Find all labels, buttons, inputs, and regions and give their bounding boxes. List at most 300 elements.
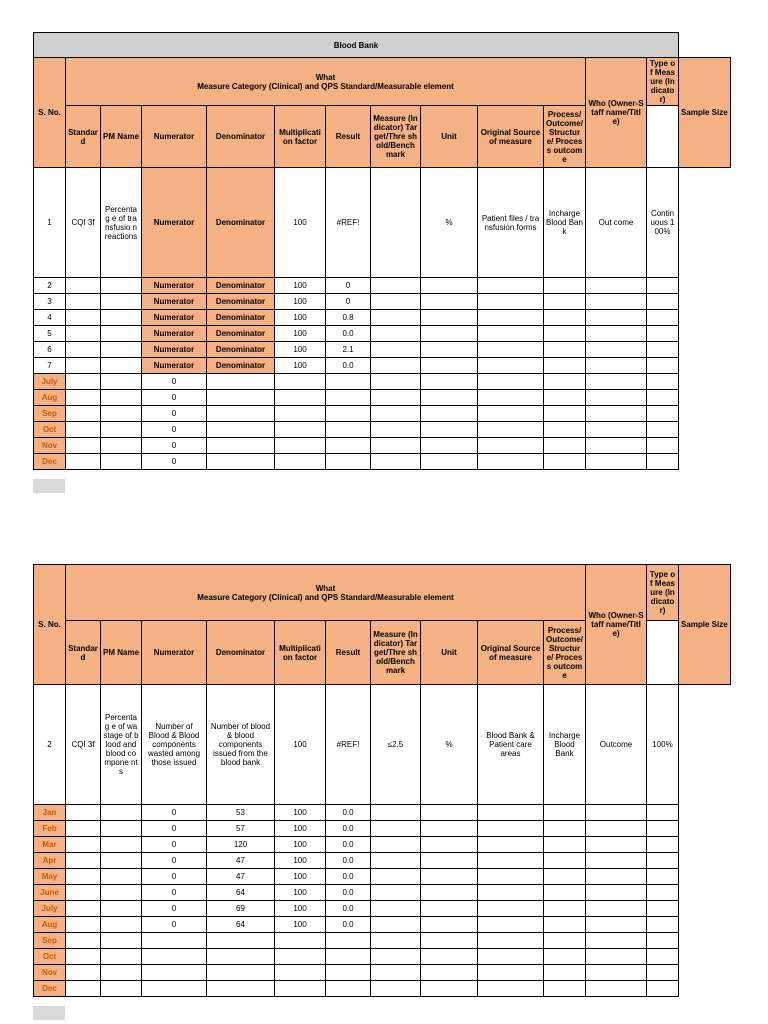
cell-empty xyxy=(544,310,586,326)
cell-empty xyxy=(371,885,421,901)
cell-empty xyxy=(647,837,679,853)
cell-multiplication: 100 xyxy=(275,853,326,869)
cell-multiplication xyxy=(275,949,326,965)
cell-empty xyxy=(371,454,421,470)
cell-month: May xyxy=(34,869,66,885)
cell-pm-name xyxy=(101,885,142,901)
cell-pm-name xyxy=(101,949,142,965)
cell-standard xyxy=(66,374,101,390)
cell-multiplication: 100 xyxy=(275,917,326,933)
cell-empty xyxy=(371,917,421,933)
cell-numerator: 0 xyxy=(142,917,207,933)
cell-empty xyxy=(586,837,647,853)
header-type: Type of Measure (Indicator) xyxy=(647,565,679,621)
cell-empty xyxy=(647,358,679,374)
header-type-detail: Process/ Outcome/ Structure/ Process outcome xyxy=(544,106,586,168)
cell-empty xyxy=(586,933,647,949)
cell-empty xyxy=(544,901,586,917)
cell-empty xyxy=(275,374,326,390)
cell-standard xyxy=(66,949,101,965)
table-row xyxy=(34,342,731,358)
cell-standard xyxy=(66,837,101,853)
cell-denominator xyxy=(207,933,275,949)
cell-denominator xyxy=(207,965,275,981)
cell-pm-name xyxy=(101,965,142,981)
cell-empty xyxy=(371,837,421,853)
cell-standard xyxy=(66,933,101,949)
table-row xyxy=(34,821,731,837)
cell-empty xyxy=(647,805,679,821)
cell-empty xyxy=(207,438,275,454)
cell-empty xyxy=(326,454,371,470)
cell-empty xyxy=(544,342,586,358)
cell-standard xyxy=(66,869,101,885)
cell-empty xyxy=(544,326,586,342)
cell-empty xyxy=(478,837,544,853)
cell-empty xyxy=(544,406,586,422)
table-row xyxy=(34,310,731,326)
header-sample: Sample Size xyxy=(679,58,731,168)
cell-empty xyxy=(478,933,544,949)
cell-empty xyxy=(647,949,679,965)
cell-sno: 2 xyxy=(34,685,66,805)
cell-result: 0.0 xyxy=(326,821,371,837)
cell-empty xyxy=(275,406,326,422)
cell-empty xyxy=(421,869,478,885)
cell-denominator: 47 xyxy=(207,853,275,869)
table-row xyxy=(34,805,731,821)
header-multiplication: Multiplicati on factor xyxy=(275,621,326,685)
cell-month: Dec xyxy=(34,981,66,997)
cell-numerator: Numerator xyxy=(142,278,207,294)
cell-unit: % xyxy=(421,168,478,278)
cell-empty xyxy=(647,981,679,997)
cell-target xyxy=(371,168,421,278)
cell-denominator: 57 xyxy=(207,821,275,837)
cell-empty xyxy=(544,885,586,901)
cell-empty xyxy=(371,933,421,949)
cell-empty xyxy=(478,278,544,294)
cell-empty xyxy=(478,342,544,358)
cell-multiplication: 100 xyxy=(275,358,326,374)
cell-standard xyxy=(66,917,101,933)
cell-pm-name xyxy=(101,917,142,933)
cell-pm-name xyxy=(101,342,142,358)
cell-month: Nov xyxy=(34,438,66,454)
header-denominator: Denominator xyxy=(207,106,275,168)
table-row xyxy=(34,406,731,422)
cell-empty xyxy=(326,438,371,454)
cell-standard xyxy=(66,438,101,454)
cell-pm-name xyxy=(101,406,142,422)
cell-empty xyxy=(586,885,647,901)
cell-pm-name xyxy=(101,390,142,406)
cell-result xyxy=(326,981,371,997)
cell-empty xyxy=(544,837,586,853)
cell-month: Mar xyxy=(34,837,66,853)
cell-standard xyxy=(66,390,101,406)
cell-empty xyxy=(371,406,421,422)
cell-empty xyxy=(421,438,478,454)
cell-empty xyxy=(371,310,421,326)
cell-numerator: 0 xyxy=(142,885,207,901)
cell-empty xyxy=(326,390,371,406)
cell-standard: CQI 3f xyxy=(66,685,101,805)
cell-numerator: Numerator xyxy=(142,310,207,326)
cell-empty xyxy=(586,869,647,885)
cell-empty xyxy=(421,821,478,837)
header-unit: Unit xyxy=(421,621,478,685)
cell-result: 2.1 xyxy=(326,342,371,358)
cell-numerator: 0 xyxy=(142,374,207,390)
cell-empty xyxy=(544,278,586,294)
cell-standard xyxy=(66,278,101,294)
cell-pm-name xyxy=(101,278,142,294)
cell-empty xyxy=(586,438,647,454)
table-row xyxy=(34,422,731,438)
cell-empty xyxy=(421,310,478,326)
cell-empty xyxy=(544,454,586,470)
header-type: Type of Measure (Indicator) xyxy=(647,58,679,106)
cell-denominator: Denominator xyxy=(207,294,275,310)
cell-month: Dec xyxy=(34,454,66,470)
cell-month: Sep xyxy=(34,406,66,422)
cell-result: 0.0 xyxy=(326,869,371,885)
cell-sno: 7 xyxy=(34,358,66,374)
cell-denominator: Denominator xyxy=(207,168,275,278)
cell-empty xyxy=(647,917,679,933)
cell-pm-name xyxy=(101,358,142,374)
cell-empty xyxy=(207,454,275,470)
cell-empty xyxy=(371,358,421,374)
header-sno: S. No. xyxy=(34,565,66,685)
table-row xyxy=(34,438,731,454)
table-row xyxy=(34,917,731,933)
cell-empty xyxy=(586,949,647,965)
table-row xyxy=(34,933,731,949)
cell-multiplication: 100 xyxy=(275,885,326,901)
cell-result: 0.0 xyxy=(326,885,371,901)
cell-empty xyxy=(371,422,421,438)
cell-numerator: 0 xyxy=(142,438,207,454)
cell-result xyxy=(326,949,371,965)
cell-result xyxy=(326,965,371,981)
cell-denominator: 47 xyxy=(207,869,275,885)
cell-empty xyxy=(371,965,421,981)
cell-empty xyxy=(586,454,647,470)
cell-denominator xyxy=(207,949,275,965)
cell-numerator: 0 xyxy=(142,805,207,821)
cell-who: Incharge Blood Bank xyxy=(544,685,586,805)
cell-sno: 2 xyxy=(34,278,66,294)
cell-result: 0.8 xyxy=(326,310,371,326)
cell-empty xyxy=(647,294,679,310)
cell-pm-name xyxy=(101,438,142,454)
cell-empty xyxy=(586,326,647,342)
cell-pm-name xyxy=(101,901,142,917)
cell-numerator: Numerator xyxy=(142,358,207,374)
cell-month: Aug xyxy=(34,390,66,406)
cell-pm-name: Percentag e of wastage of blood and blood compone nts xyxy=(101,685,142,805)
cell-denominator: Number of blood & blood components issued from the blood bank xyxy=(207,685,275,805)
cell-empty xyxy=(371,438,421,454)
cell-sample: Contin uous 100% xyxy=(647,168,679,278)
table-row xyxy=(34,981,731,997)
cell-empty xyxy=(478,885,544,901)
cell-unit: % xyxy=(421,685,478,805)
cell-numerator: 0 xyxy=(142,454,207,470)
cell-empty xyxy=(544,294,586,310)
cell-multiplication: 100 xyxy=(275,342,326,358)
cell-empty xyxy=(371,901,421,917)
cell-target: ≤2.5 xyxy=(371,685,421,805)
cell-empty xyxy=(326,406,371,422)
cell-standard xyxy=(66,805,101,821)
header-pm-name: PM Name xyxy=(101,621,142,685)
cell-empty xyxy=(421,374,478,390)
cell-empty xyxy=(586,310,647,326)
cell-empty xyxy=(478,901,544,917)
cell-empty xyxy=(371,869,421,885)
cell-empty xyxy=(421,917,478,933)
cell-denominator: Denominator xyxy=(207,278,275,294)
table-row xyxy=(34,869,731,885)
cell-standard xyxy=(66,326,101,342)
cell-empty xyxy=(586,901,647,917)
cell-empty xyxy=(586,422,647,438)
cell-empty xyxy=(647,390,679,406)
cell-empty xyxy=(544,374,586,390)
header-standard: Standar d xyxy=(66,621,101,685)
cell-empty xyxy=(586,821,647,837)
table-row xyxy=(34,374,731,390)
cell-result: 0.0 xyxy=(326,917,371,933)
cell-empty xyxy=(544,853,586,869)
cell-empty xyxy=(207,374,275,390)
cell-denominator: Denominator xyxy=(207,326,275,342)
cell-empty xyxy=(421,406,478,422)
cell-source: Blood Bank & Patient care areas xyxy=(478,685,544,805)
sheet-title: Blood Bank xyxy=(34,33,679,58)
cell-empty xyxy=(371,821,421,837)
cell-empty xyxy=(586,294,647,310)
table-row xyxy=(34,390,731,406)
cell-empty xyxy=(421,422,478,438)
cell-empty xyxy=(421,278,478,294)
header-who: Who (Owner-Staff name/Titl e) xyxy=(586,58,647,168)
cell-empty xyxy=(478,917,544,933)
table-row xyxy=(34,278,731,294)
cell-month: Jan xyxy=(34,805,66,821)
cell-month: Apr xyxy=(34,853,66,869)
row-stub xyxy=(33,479,65,493)
cell-empty xyxy=(421,294,478,310)
cell-empty xyxy=(478,805,544,821)
cell-pm-name xyxy=(101,933,142,949)
cell-empty xyxy=(647,853,679,869)
table-row xyxy=(34,837,731,853)
cell-empty xyxy=(586,805,647,821)
cell-result: 0 xyxy=(326,278,371,294)
cell-empty xyxy=(207,422,275,438)
cell-empty xyxy=(544,438,586,454)
cell-empty xyxy=(586,390,647,406)
table-row xyxy=(34,358,731,374)
cell-empty xyxy=(586,965,647,981)
cell-pm-name xyxy=(101,821,142,837)
cell-empty xyxy=(275,454,326,470)
cell-empty xyxy=(647,965,679,981)
cell-empty xyxy=(647,821,679,837)
cell-empty xyxy=(544,981,586,997)
cell-standard xyxy=(66,853,101,869)
header-source: Original Source of measure xyxy=(478,106,544,168)
cell-pm-name xyxy=(101,853,142,869)
cell-result: 0.0 xyxy=(326,326,371,342)
cell-pm-name xyxy=(101,310,142,326)
cell-empty xyxy=(586,342,647,358)
cell-numerator xyxy=(142,949,207,965)
blood-bank-table-2 xyxy=(33,564,731,997)
cell-multiplication xyxy=(275,981,326,997)
table-row xyxy=(34,294,731,310)
cell-empty xyxy=(647,342,679,358)
cell-denominator: Denominator xyxy=(207,358,275,374)
header-target: Measure (Indicator) Target/Thre shold/Bench mark xyxy=(371,106,421,168)
cell-empty xyxy=(647,422,679,438)
cell-empty xyxy=(586,374,647,390)
cell-empty xyxy=(647,310,679,326)
cell-empty xyxy=(544,358,586,374)
cell-empty xyxy=(371,390,421,406)
cell-multiplication xyxy=(275,965,326,981)
header-what: What Measure Category (Clinical) and QPS Standard/Measurable element xyxy=(66,565,586,621)
cell-empty xyxy=(586,278,647,294)
cell-empty xyxy=(371,374,421,390)
cell-numerator xyxy=(142,933,207,949)
cell-result: 0.0 xyxy=(326,853,371,869)
cell-standard xyxy=(66,310,101,326)
cell-empty xyxy=(371,981,421,997)
cell-empty xyxy=(478,326,544,342)
cell-month: Aug xyxy=(34,917,66,933)
cell-empty xyxy=(478,294,544,310)
header-numerator: Numerator xyxy=(142,106,207,168)
cell-empty xyxy=(586,358,647,374)
cell-numerator: 0 xyxy=(142,901,207,917)
cell-multiplication: 100 xyxy=(275,685,326,805)
cell-standard xyxy=(66,454,101,470)
header-sno: S. No. xyxy=(34,58,66,168)
cell-empty xyxy=(421,390,478,406)
cell-empty xyxy=(275,390,326,406)
cell-empty xyxy=(478,374,544,390)
cell-numerator: 0 xyxy=(142,390,207,406)
cell-empty xyxy=(478,949,544,965)
cell-empty xyxy=(647,901,679,917)
cell-empty xyxy=(544,869,586,885)
row-stub xyxy=(33,1006,65,1020)
cell-sno: 3 xyxy=(34,294,66,310)
cell-empty xyxy=(544,805,586,821)
cell-empty xyxy=(275,422,326,438)
cell-empty xyxy=(421,901,478,917)
cell-empty xyxy=(647,326,679,342)
cell-month: Nov xyxy=(34,965,66,981)
cell-empty xyxy=(544,965,586,981)
cell-empty xyxy=(207,390,275,406)
cell-empty xyxy=(647,278,679,294)
cell-standard xyxy=(66,885,101,901)
cell-empty xyxy=(478,310,544,326)
cell-empty xyxy=(478,853,544,869)
cell-denominator: 120 xyxy=(207,837,275,853)
cell-empty xyxy=(207,406,275,422)
cell-sno: 4 xyxy=(34,310,66,326)
cell-numerator: 0 xyxy=(142,837,207,853)
cell-result: 0.0 xyxy=(326,901,371,917)
cell-pm-name xyxy=(101,805,142,821)
cell-standard xyxy=(66,358,101,374)
cell-empty xyxy=(478,981,544,997)
cell-month: July xyxy=(34,374,66,390)
cell-empty xyxy=(544,949,586,965)
cell-empty xyxy=(421,853,478,869)
table-row xyxy=(34,454,731,470)
cell-result: 0.0 xyxy=(326,805,371,821)
header-source: Original Source of measure xyxy=(478,621,544,685)
header-multiplication: Multiplicati on factor xyxy=(275,106,326,168)
header-result: Result xyxy=(326,621,371,685)
cell-multiplication: 100 xyxy=(275,294,326,310)
cell-denominator: 64 xyxy=(207,917,275,933)
cell-numerator: 0 xyxy=(142,821,207,837)
cell-empty xyxy=(544,917,586,933)
cell-denominator: 69 xyxy=(207,901,275,917)
cell-sno: 5 xyxy=(34,326,66,342)
cell-empty xyxy=(478,358,544,374)
cell-empty xyxy=(421,454,478,470)
header-unit: Unit xyxy=(421,106,478,168)
header-what: What Measure Category (Clinical) and QPS Standard/Measurable element xyxy=(66,58,586,106)
cell-empty xyxy=(421,981,478,997)
cell-multiplication: 100 xyxy=(275,326,326,342)
cell-pm-name: Percentag e of transfusio n reactions xyxy=(101,168,142,278)
cell-pm-name xyxy=(101,294,142,310)
cell-multiplication: 100 xyxy=(275,278,326,294)
header-numerator: Numerator xyxy=(142,621,207,685)
cell-empty xyxy=(421,326,478,342)
cell-numerator: Numerator xyxy=(142,342,207,358)
cell-month: Oct xyxy=(34,422,66,438)
cell-empty xyxy=(326,374,371,390)
cell-empty xyxy=(421,358,478,374)
cell-empty xyxy=(478,454,544,470)
cell-denominator xyxy=(207,981,275,997)
cell-empty xyxy=(421,805,478,821)
table-row xyxy=(34,965,731,981)
header-denominator: Denominator xyxy=(207,621,275,685)
cell-numerator: 0 xyxy=(142,869,207,885)
table-row xyxy=(34,901,731,917)
cell-empty xyxy=(421,837,478,853)
header-standard: Standar d xyxy=(66,106,101,168)
cell-sno: 6 xyxy=(34,342,66,358)
cell-empty xyxy=(478,390,544,406)
cell-pm-name xyxy=(101,326,142,342)
cell-numerator: 0 xyxy=(142,422,207,438)
cell-empty xyxy=(647,885,679,901)
